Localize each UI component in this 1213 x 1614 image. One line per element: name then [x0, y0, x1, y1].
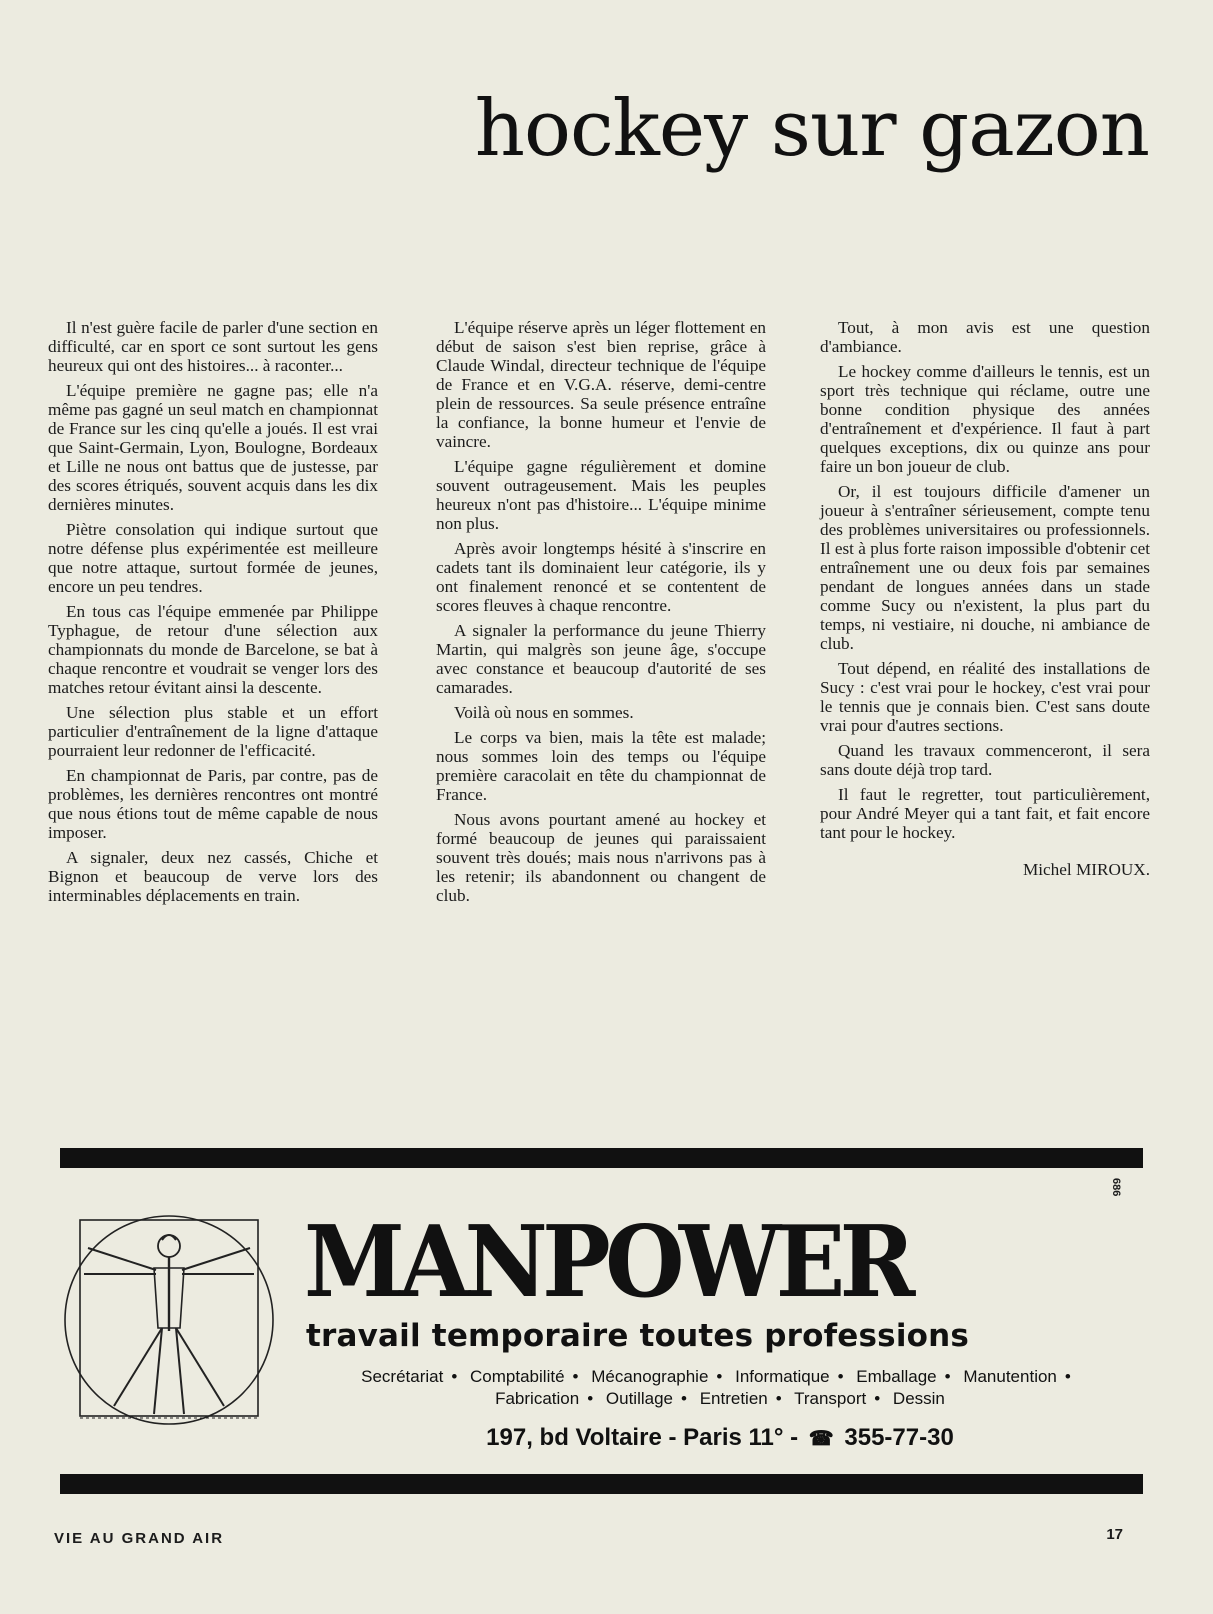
paragraph: L'équipe première ne gagne pas; elle n'a même pas gagné un seul match en championnat de France sur les cinq qu'elle a joués. Il est vrai que Saint-Germain, Lyon, Boulogne, Bordeaux et Lille ne nous ont battus que de justesse, par des scores étriqués, souvent acquis dans les dix dernières minutes. [48, 381, 378, 514]
bullet-icon: • [837, 1367, 844, 1386]
service-item: Mécanographie [591, 1367, 709, 1386]
bullet-icon: • [587, 1389, 594, 1408]
manpower-brand: MANPOWER [304, 1205, 910, 1320]
ad-services [300, 1366, 1140, 1410]
paragraph: En tous cas l'équipe emmenée par Philippe Typhague, de retour d'une sélection aux championnats du monde de Barcelone, se bat à chaque rencontre et voudrait se venger lors des matches retour évitant ainsi la descente. [48, 602, 378, 697]
paragraph: Après avoir longtemps hésité à s'inscrire en cadets tant ils dominaient leur catégorie, ils y ont finalement renoncé et se contentent de scores fleuves à chaque rencontre. [436, 539, 766, 615]
paragraph: L'équipe réserve après un léger flottement en début de saison s'est bien reprise, grâce à Claude Windal, directeur technique de l'équipe de France et en V.G.A. réserve, demi-centre plein de ressources. Sa seule présence entraîne la confiance, la bonne humeur et l'envie de vaincre. [436, 318, 766, 451]
paragraph: Tout dépend, en réalité des installations de Sucy : c'est vrai pour le hockey, c'est vrai pour le tennis que je connais bien. C'est sans doute vrai pour d'autres sections. [820, 659, 1150, 735]
paragraph: Or, il est toujours difficile d'amener un joueur à s'entraîner sérieusement, compte tenu des problèmes universitaires ou professionnels. Il est à plus forte raison impossible d'obtenir cet entraînement une ou deux fois par semaines pendant de longues années dans un stade comme Sucy ou n'existent, la plus part du temps, ni vestiaire, ni douche, ni ambiance de club. [820, 482, 1150, 653]
author-signature: Michel MIROUX. [1023, 860, 1150, 879]
paragraph: A signaler la performance du jeune Thierry Martin, qui malgrès son jeune âge, s'occupe avec constance et beaucoup d'autorité de ses camarades. [436, 621, 766, 697]
vitruvian-man-logo [58, 1196, 278, 1428]
service-item: Entretien [699, 1389, 768, 1408]
service-item: Informatique [735, 1367, 830, 1386]
bullet-icon: • [1064, 1367, 1071, 1386]
article-column-1 [48, 318, 378, 911]
bullet-icon: • [716, 1367, 723, 1386]
article-column-2 [436, 318, 766, 911]
page-number: 17 [1106, 1526, 1123, 1543]
paragraph: Le corps va bien, mais la tête est malade; nous sommes loin des temps ou l'équipe première caracolait en tête du championnat de France. [436, 728, 766, 804]
bullet-icon: • [451, 1367, 458, 1386]
phone-icon: ☎ [808, 1428, 834, 1450]
ad-top-divider [60, 1148, 1143, 1168]
service-item: Fabrication [495, 1389, 580, 1408]
paragraph: A signaler, deux nez cassés, Chiche et Bignon et beaucoup de verve lors des interminables déplacements en train. [48, 848, 378, 905]
paragraph: Une sélection plus stable et un effort particulier d'entraînement de la ligne d'attaque pourraient leur redonner de l'efficacité. [48, 703, 378, 760]
article-title: hockey sur gazon [474, 84, 1149, 174]
service-item: Transport [794, 1389, 867, 1408]
services-line-2 [300, 1388, 1140, 1410]
bullet-icon: • [572, 1367, 579, 1386]
paragraph: L'équipe gagne régulièrement et domine souvent outrageusement. Mais les peuples heureux n'ont pas d'histoire... L'équipe minime non plus. [436, 457, 766, 533]
paragraph: Quand les travaux commenceront, il sera sans doute déjà trop tard. [820, 741, 1150, 779]
ad-address [300, 1424, 1140, 1452]
service-item: Comptabilité [470, 1367, 565, 1386]
paragraph: Il faut le regretter, tout particulièrement, pour André Meyer qui a tant fait, et fait encore tant pour le hockey. [820, 785, 1150, 842]
services-line-1 [300, 1366, 1140, 1388]
phone-number: 355-77-30 [844, 1424, 954, 1451]
ad-bottom-divider [60, 1474, 1143, 1494]
paragraph: Tout, à mon avis est une question d'ambiance. [820, 318, 1150, 356]
publication-name: VIE AU GRAND AIR [54, 1530, 225, 1547]
paragraph: Voilà où nous en sommes. [454, 703, 634, 722]
service-item: Outillage [605, 1389, 673, 1408]
service-item: Manutention [963, 1367, 1057, 1386]
paragraph: Il n'est guère facile de parler d'une section en difficulté, car en sport ce sont surtout les gens heureux qui ont des histoires... à raconter... [48, 318, 378, 375]
paragraph: Le hockey comme d'ailleurs le tennis, est un sport très technique qui réclame, outre une bonne condition physique des années d'entraînement et d'expérience. Il faut à part quelques exceptions, dix ou quinze ans pour faire un bon joueur de club. [820, 362, 1150, 476]
ad-code: 686 [1110, 1178, 1122, 1197]
bullet-icon: • [944, 1367, 951, 1386]
ad-tagline: travail temporaire toutes professions [306, 1318, 970, 1354]
bullet-icon: • [681, 1389, 687, 1408]
paragraph: Nous avons pourtant amené au hockey et formé beaucoup de jeunes qui paraissaient souvent très doués; mais nous n'arrivons pas à les retenir; ils abandonnent ou changent de club. [436, 810, 766, 905]
paragraph: Piètre consolation qui indique surtout que notre défense plus expérimentée est meilleure que notre attaque, surtout formée de jeunes, encore un peu tendres. [48, 520, 378, 596]
service-item: Dessin [892, 1389, 945, 1408]
bullet-icon: • [775, 1389, 782, 1408]
service-item: Secrétariat [361, 1367, 444, 1386]
bullet-icon: • [874, 1389, 881, 1408]
address-text: 197, bd Voltaire - Paris 11° - [486, 1424, 799, 1451]
service-item: Emballage [856, 1367, 937, 1386]
paragraph: En championnat de Paris, par contre, pas de problèmes, les dernières rencontres ont montré que nous étions tout de même capable de nous imposer. [48, 766, 378, 842]
article-column-3 [820, 318, 1150, 885]
